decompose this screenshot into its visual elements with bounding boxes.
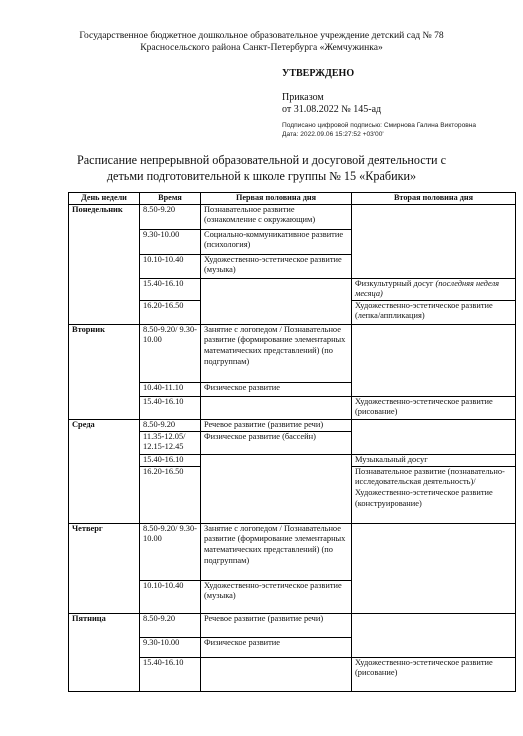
- second-half-cell: Познавательное развитие (познавательно-исследовательская деятельность)/Художественно-эстетическое развитие (конструирование): [352, 466, 516, 523]
- table-row: [69, 204, 516, 229]
- time-cell: 10.40-11.10: [140, 382, 201, 396]
- time-cell: 9.30-10.00: [140, 229, 201, 254]
- approval-order-line: от 31.08.2022 № 145-ад: [282, 104, 382, 115]
- first-half-cell: [201, 396, 352, 419]
- second-half-cell: Художественно-эстетическое развитие (лепка/аппликация): [352, 300, 516, 324]
- first-half-cell: Физическое развитие: [201, 637, 352, 657]
- second-half-cell: [352, 324, 516, 396]
- approval-order-label: Приказом: [282, 92, 324, 103]
- day-cell: Четверг: [69, 523, 140, 613]
- first-half-cell: Художественно-эстетическое развитие (музыка): [201, 580, 352, 613]
- time-cell: 16.20-16.50: [140, 300, 201, 324]
- signature-line-2: Дата: 2022.09.06 15:27:52 +03'00': [282, 131, 384, 138]
- schedule-title: [0, 152, 523, 184]
- first-half-cell: Занятие с логопедом / Познавательное развитие (формирование элементарных математических представлений) (по подгруппам): [201, 324, 352, 382]
- day-cell: Вторник: [69, 324, 140, 419]
- time-cell: 8.50-9.20/ 9.30-10.00: [140, 523, 201, 580]
- time-cell: 9.30-10.00: [140, 637, 201, 657]
- table-row: [69, 523, 516, 580]
- first-half-cell: [201, 454, 352, 523]
- header-second-half: Вторая половина дня: [352, 193, 516, 205]
- table-row: [69, 419, 516, 431]
- time-cell: 11.35-12.05/ 12.15-12.45: [140, 431, 201, 454]
- schedule-table: [68, 192, 516, 692]
- time-cell: 15.40-16.10: [140, 454, 201, 466]
- second-half-cell: Художественно-эстетическое развитие (рисование): [352, 396, 516, 419]
- org-line-2: Красносельского района Санкт-Петербурга «Жемчужинка»: [140, 42, 383, 53]
- day-cell: Среда: [69, 419, 140, 523]
- org-line-1: Государственное бюджетное дошкольное образовательное учреждение детский сад № 78: [79, 30, 444, 41]
- time-cell: 15.40-16.10: [140, 396, 201, 419]
- time-cell: 10.10-10.40: [140, 254, 201, 278]
- approval-title: УТВЕРЖДЕНО: [282, 68, 355, 79]
- second-half-cell: [352, 419, 516, 454]
- time-cell: 8.50-9.20: [140, 204, 201, 229]
- first-half-cell: Речевое развитие (развитие речи): [201, 419, 352, 431]
- first-half-cell: Познавательное развитие (ознакомление с окружающим): [201, 204, 352, 229]
- schedule-title-line-1: Расписание непрерывной образовательной и досуговой деятельности с: [76, 153, 447, 167]
- table-header-row: [69, 193, 516, 205]
- schedule-title-line-2: детьми подготовительной к школе группы № 15 «Крабики»: [106, 169, 417, 183]
- second-half-cell: [352, 523, 516, 613]
- second-half-cell: [352, 204, 516, 278]
- signature-line-1: Подписано цифровой подписью: Смирнова Галина Викторовна: [282, 122, 477, 129]
- first-half-cell: Речевое развитие (развитие речи): [201, 613, 352, 637]
- time-cell: 16.20-16.50: [140, 466, 201, 523]
- second-half-cell: Музыкальный досуг: [352, 454, 516, 466]
- table-row: [69, 324, 516, 382]
- time-cell: 8.50-9.20/ 9.30-10.00: [140, 324, 201, 382]
- first-half-cell: Занятие с логопедом / Познавательное развитие (формирование элементарных математических представлений) (по подгруппам): [201, 523, 352, 580]
- time-cell: 10.10-10.40: [140, 580, 201, 613]
- org-header: [0, 30, 523, 54]
- first-half-cell: [201, 278, 352, 324]
- first-half-cell: [201, 657, 352, 691]
- header-day: День недели: [69, 193, 140, 205]
- table-row: [69, 613, 516, 637]
- second-half-cell: [352, 613, 516, 657]
- second-half-cell: Физкультурный досуг (последняя неделя месяца): [352, 278, 516, 300]
- time-cell: 15.40-16.10: [140, 278, 201, 300]
- first-half-cell: Физическое развитие (бассейн): [201, 431, 352, 454]
- first-half-cell: Социально-коммуникативное развитие (психология): [201, 229, 352, 254]
- header-first-half: Первая половина дня: [201, 193, 352, 205]
- time-cell: 8.50-9.20: [140, 613, 201, 637]
- day-cell: Понедельник: [69, 204, 140, 324]
- second-half-cell: Художественно-эстетическое развитие (рисование): [352, 657, 516, 691]
- first-half-cell: Художественно-эстетическое развитие (музыка): [201, 254, 352, 278]
- day-cell: Пятница: [69, 613, 140, 691]
- header-time: Время: [140, 193, 201, 205]
- time-cell: 15.40-16.10: [140, 657, 201, 691]
- first-half-cell: Физическое развитие: [201, 382, 352, 396]
- time-cell: 8.50-9.20: [140, 419, 201, 431]
